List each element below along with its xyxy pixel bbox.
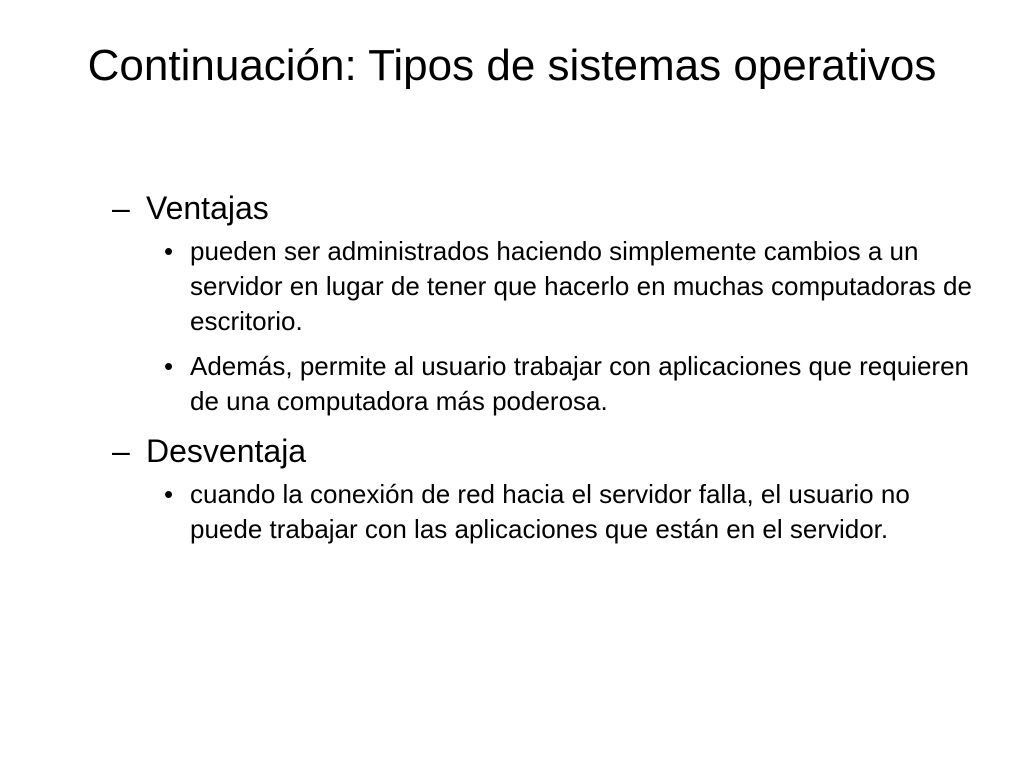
- bullet-icon: •: [164, 236, 174, 266]
- bullet-item: [164, 349, 972, 419]
- slide-content: [112, 186, 972, 557]
- bullet-list: [164, 477, 972, 547]
- section-desventaja: [112, 429, 972, 547]
- bullet-icon: •: [164, 479, 174, 509]
- slide-title: Continuación: Tipos de sistemas operativos: [87, 41, 937, 90]
- bullet-item: [164, 477, 972, 547]
- dash-marker: –: [112, 190, 130, 226]
- dash-marker: –: [112, 433, 130, 469]
- section-heading-text: Desventaja: [146, 433, 307, 469]
- section-ventajas: [112, 186, 972, 419]
- bullet-text: Además, permite al usuario trabajar con aplicaciones que requieren de una computadora más poderosa.: [190, 351, 969, 416]
- bullet-text: cuando la conexión de red hacia el servidor falla, el usuario no puede trabajar con las aplicaciones que están en el servidor.: [190, 479, 910, 544]
- section-heading: [112, 186, 972, 230]
- section-heading: [112, 429, 972, 473]
- section-heading-text: Ventajas: [146, 190, 269, 226]
- bullet-icon: •: [164, 351, 174, 381]
- bullet-list: [164, 234, 972, 419]
- bullet-text: pueden ser administrados haciendo simplemente cambios a un servidor en lugar de tener que hacerlo en muchas computadoras de escritorio.: [190, 236, 972, 336]
- bullet-item: [164, 234, 972, 339]
